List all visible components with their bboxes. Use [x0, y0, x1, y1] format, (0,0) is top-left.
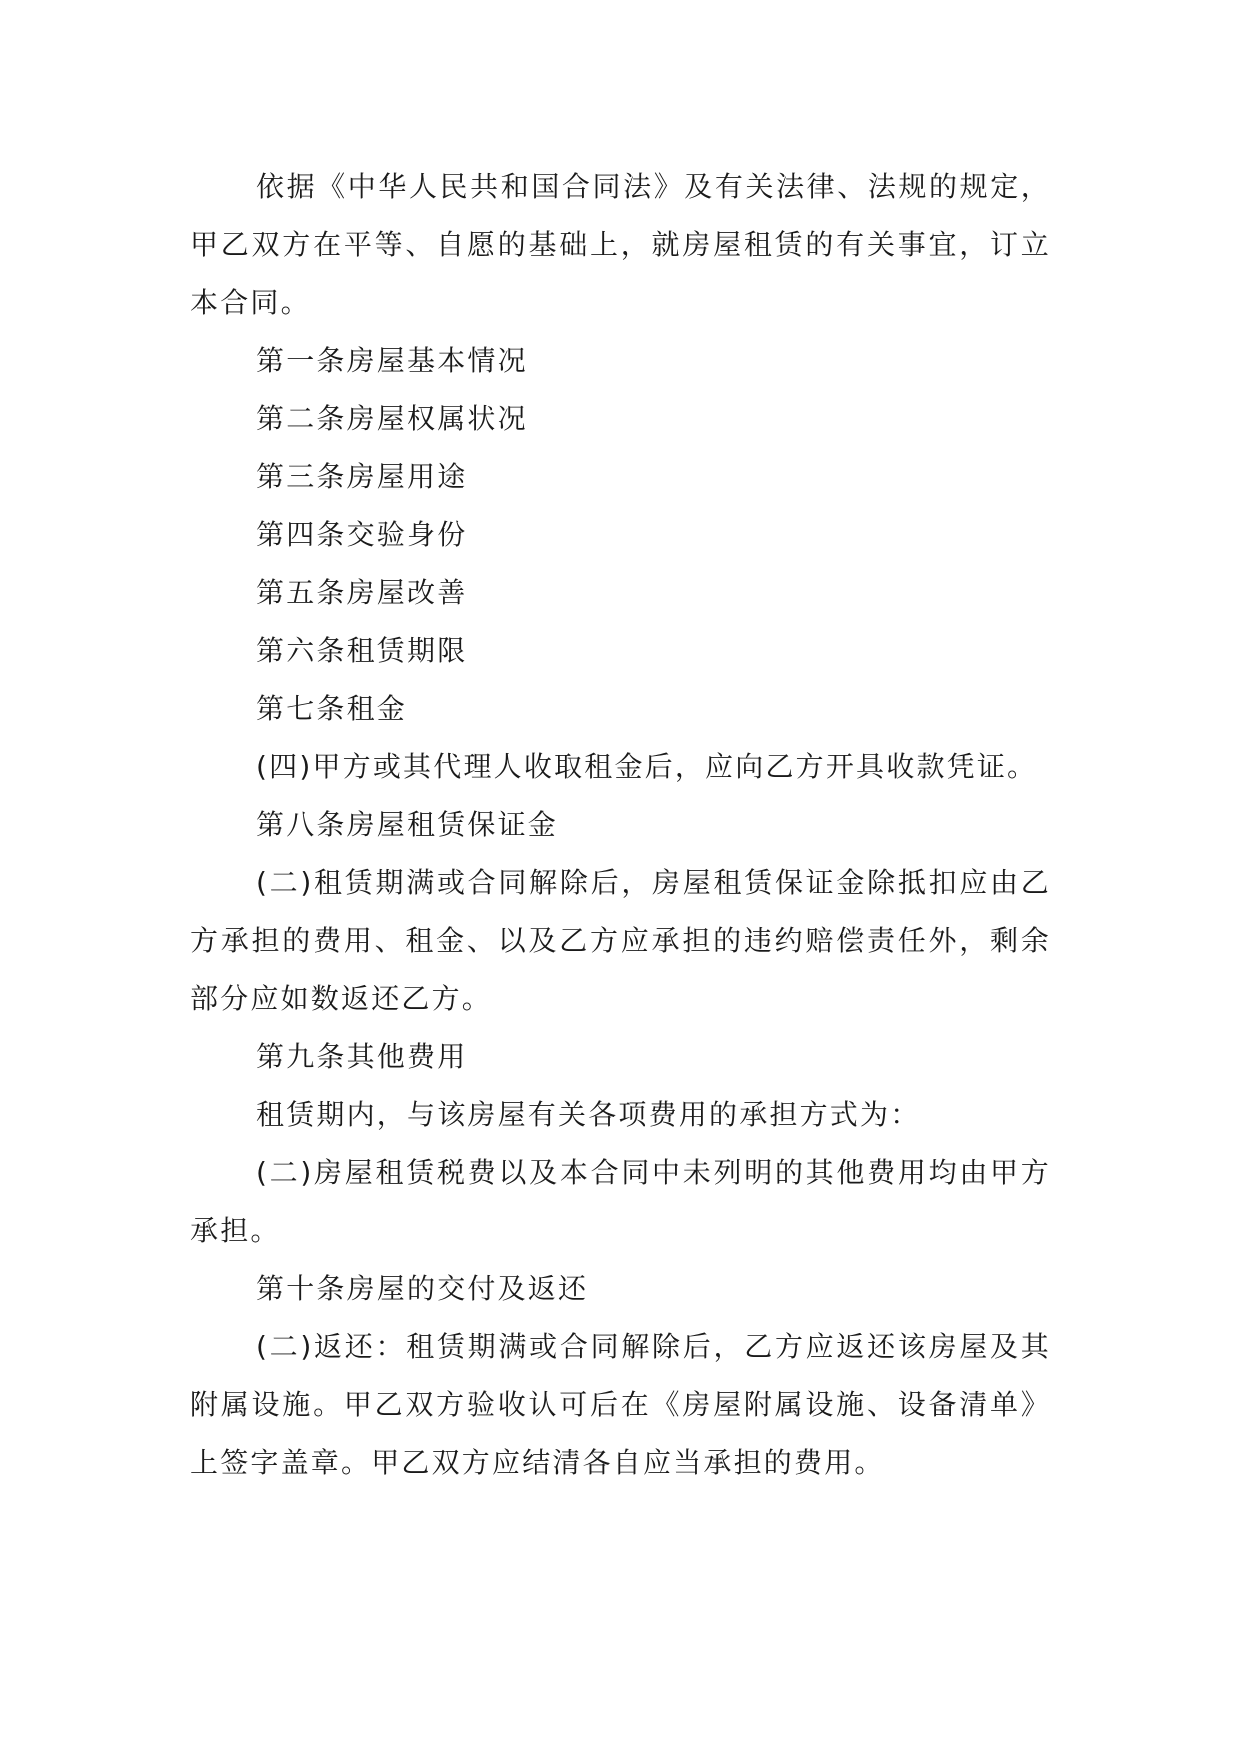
article-7-heading: 第七条租金 [256, 692, 408, 725]
article-7-clause-4: (四)甲方或其代理人收取租金后，应向乙方开具收款凭证。 [256, 750, 1038, 783]
article-9-clause-2: (二)房屋租赁税费以及本合同中未列明的其他费用均由甲方承担。 [190, 1156, 1051, 1247]
article-2-heading: 第二条房屋权属状况 [256, 402, 528, 435]
article-3-heading: 第三条房屋用途 [256, 460, 468, 493]
article-9-intro: 租赁期内，与该房屋有关各项费用的承担方式为： [256, 1098, 921, 1131]
article-6-heading: 第六条租赁期限 [256, 634, 468, 667]
article-9-heading: 第九条其他费用 [256, 1040, 468, 1073]
document-page [190, 158, 1051, 1492]
article-4-heading: 第四条交验身份 [256, 518, 468, 551]
article-1-heading: 第一条房屋基本情况 [256, 344, 528, 377]
article-5-heading: 第五条房屋改善 [256, 576, 468, 609]
intro-paragraph: 依据《中华人民共和国合同法》及有关法律、法规的规定，甲乙双方在平等、自愿的基础上，就房屋租赁的有关事宜，订立本合同。 [190, 170, 1051, 319]
article-8-clause-2: (二)租赁期满或合同解除后，房屋租赁保证金除抵扣应由乙方承担的费用、租金、以及乙方应承担的违约赔偿责任外，剩余部分应如数返还乙方。 [190, 866, 1051, 1015]
article-10-heading: 第十条房屋的交付及返还 [256, 1272, 589, 1305]
article-8-heading: 第八条房屋租赁保证金 [256, 808, 559, 841]
article-10-clause-2: (二)返还：租赁期满或合同解除后，乙方应返还该房屋及其附属设施。甲乙双方验收认可后在《房屋附属设施、设备清单》上签字盖章。甲乙双方应结清各自应当承担的费用。 [190, 1330, 1051, 1479]
